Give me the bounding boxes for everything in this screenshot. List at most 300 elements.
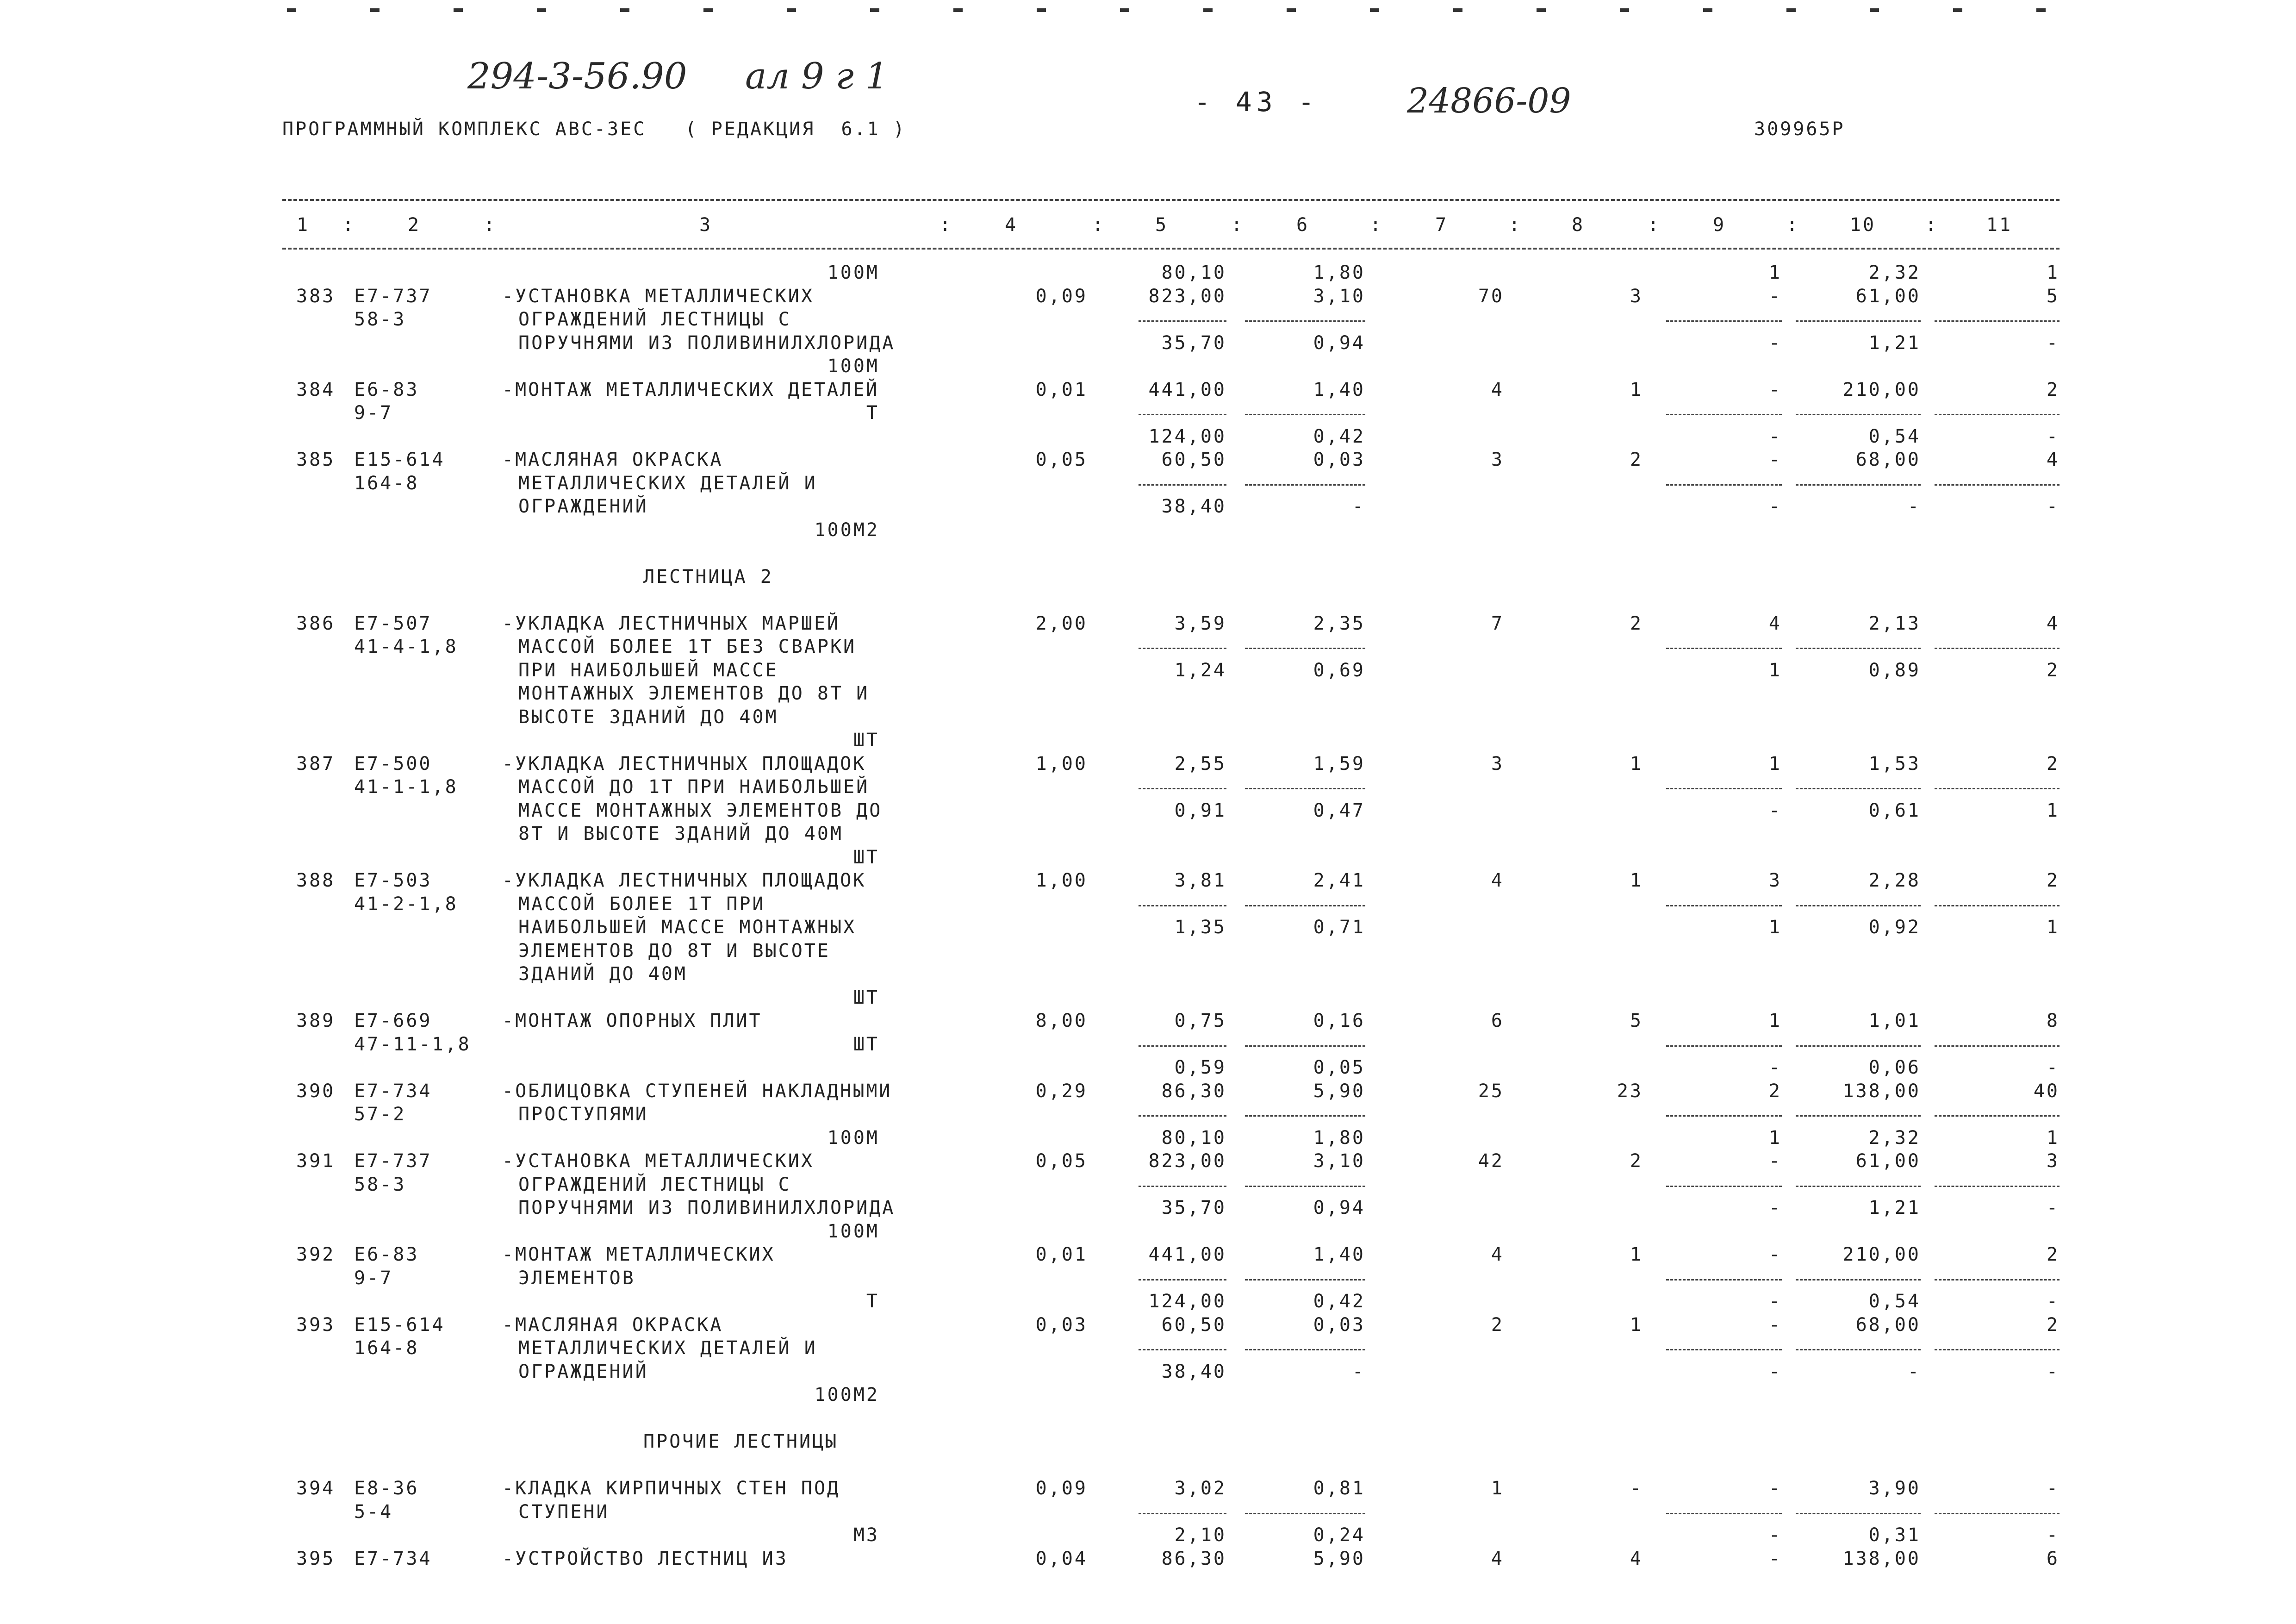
cell-c9: - bbox=[1768, 1548, 1782, 1569]
margin-mark bbox=[953, 8, 963, 12]
value-separator bbox=[1245, 320, 1365, 322]
cell-c10: 138,00 bbox=[1842, 1081, 1921, 1102]
cell-c5: 0,75 bbox=[1174, 1010, 1226, 1031]
cell-c8: 1 bbox=[1630, 870, 1643, 891]
rate-code: Е15-614 bbox=[354, 1314, 445, 1336]
cell-c9: 1 bbox=[1768, 1127, 1782, 1149]
column-separator: : bbox=[1092, 214, 1106, 236]
cell-c9: - bbox=[1768, 332, 1782, 354]
work-description: ПОРУЧНЯМИ ИЗ ПОЛИВИНИЛХЛОРИДА bbox=[518, 332, 896, 354]
value-separator bbox=[1796, 414, 1921, 415]
margin-mark bbox=[1037, 8, 1046, 12]
cell-c10: 1,21 bbox=[1868, 332, 1921, 354]
measure-unit: 100М bbox=[827, 356, 879, 377]
value-separator bbox=[1796, 1513, 1921, 1514]
value-separator bbox=[1139, 320, 1226, 322]
header-rule-top bbox=[282, 199, 2060, 201]
cell-c7: 4 bbox=[1491, 379, 1504, 400]
position-number: 394 bbox=[296, 1478, 336, 1499]
cell-c5: 2,10 bbox=[1174, 1524, 1226, 1546]
column-separator: : bbox=[1786, 214, 1800, 236]
value-separator bbox=[1139, 1349, 1226, 1350]
work-description: МОНТАЖНЫХ ЭЛЕМЕНТОВ ДО 8Т И bbox=[518, 683, 870, 704]
cell-c5: 441,00 bbox=[1148, 379, 1226, 400]
cell-c6: 0,47 bbox=[1313, 800, 1365, 821]
value-separator bbox=[1139, 484, 1226, 486]
cell-c9: 1 bbox=[1768, 1010, 1782, 1031]
cell-c5: 124,00 bbox=[1148, 1291, 1226, 1312]
cell-c7: 4 bbox=[1491, 1548, 1504, 1569]
cell-c6: 0,81 bbox=[1313, 1478, 1365, 1499]
cell-c4: 0,03 bbox=[1035, 1314, 1088, 1336]
cell-c6: 0,05 bbox=[1313, 1057, 1365, 1078]
value-separator bbox=[1796, 1349, 1921, 1350]
column-header-8: 8 bbox=[1571, 214, 1585, 236]
value-separator bbox=[1935, 905, 2060, 906]
cell-c9: - bbox=[1768, 1244, 1782, 1265]
value-separator bbox=[1666, 1349, 1782, 1350]
cell-c5: 38,40 bbox=[1161, 1361, 1226, 1382]
margin-mark bbox=[1786, 8, 1796, 12]
cell-c9: 2 bbox=[1768, 1081, 1782, 1102]
cell-c4: 2,00 bbox=[1035, 613, 1088, 634]
cell-c9: - bbox=[1768, 1478, 1782, 1499]
section-title: ПРОЧИЕ ЛЕСТНИЦЫ bbox=[643, 1431, 839, 1452]
cell-c11: - bbox=[2046, 496, 2060, 517]
cell-c7: 1 bbox=[1491, 1478, 1504, 1499]
margin-mark bbox=[1870, 8, 1879, 12]
margin-mark bbox=[454, 8, 463, 12]
cell-c9: - bbox=[1768, 1361, 1782, 1382]
cell-c11: - bbox=[2046, 1197, 2060, 1218]
cell-c5: 3,81 bbox=[1174, 870, 1226, 891]
cell-c4: 0,04 bbox=[1035, 1548, 1088, 1569]
value-separator bbox=[1796, 320, 1921, 322]
cell-c5: 80,10 bbox=[1161, 1127, 1226, 1149]
cell-c6: 1,59 bbox=[1313, 753, 1365, 775]
value-separator bbox=[1139, 414, 1226, 415]
margin-mark bbox=[787, 8, 796, 12]
value-separator bbox=[1666, 1279, 1782, 1280]
value-separator bbox=[1796, 484, 1921, 486]
measure-unit: ШТ bbox=[853, 1034, 879, 1055]
cell-c5: 3,59 bbox=[1174, 613, 1226, 634]
value-separator bbox=[1245, 1186, 1365, 1187]
column-header-11: 11 bbox=[1986, 214, 2013, 236]
value-separator bbox=[1935, 648, 2060, 649]
cell-c11: 6 bbox=[2046, 1548, 2060, 1569]
value-separator bbox=[1666, 1115, 1782, 1117]
cell-c6: 2,35 bbox=[1313, 613, 1365, 634]
value-separator bbox=[1935, 1115, 2060, 1117]
cell-c9: - bbox=[1768, 1197, 1782, 1218]
margin-mark bbox=[370, 8, 380, 12]
work-description: ВЫСОТЕ ЗДАНИЙ ДО 40М bbox=[518, 706, 778, 728]
work-description: МЕТАЛЛИЧЕСКИХ ДЕТАЛЕЙ И bbox=[518, 1337, 817, 1359]
cell-c11: 4 bbox=[2046, 449, 2060, 470]
position-number: 387 bbox=[296, 753, 336, 775]
cell-c4: 0,01 bbox=[1035, 379, 1088, 400]
cell-c6: 0,94 bbox=[1313, 1197, 1365, 1218]
cell-c8: 2 bbox=[1630, 1150, 1643, 1172]
rate-code: Е7-737 bbox=[354, 286, 432, 307]
work-description: ЭЛЕМЕНТОВ ДО 8Т И ВЫСОТЕ bbox=[518, 940, 830, 962]
cell-c10: 1,53 bbox=[1868, 753, 1921, 775]
cell-c6: - bbox=[1352, 496, 1365, 517]
page-number: - 43 - bbox=[1194, 86, 1319, 118]
cell-c11: 1 bbox=[2046, 917, 2060, 938]
cell-c6: 3,10 bbox=[1313, 286, 1365, 307]
measure-unit: Т bbox=[866, 402, 879, 424]
margin-mark bbox=[1120, 8, 1129, 12]
cell-c6: 0,03 bbox=[1313, 449, 1365, 470]
work-description: СТУПЕНИ bbox=[518, 1501, 610, 1523]
cell-c9: - bbox=[1768, 286, 1782, 307]
cell-c7: 3 bbox=[1491, 449, 1504, 470]
work-description: -УКЛАДКА ЛЕСТНИЧНЫХ МАРШЕЙ bbox=[502, 613, 840, 634]
work-description: -МАСЛЯНАЯ ОКРАСКА bbox=[502, 1314, 723, 1336]
rate-code: 41-1-1,8 bbox=[354, 776, 458, 798]
rate-code: Е15-614 bbox=[354, 449, 445, 470]
cell-c7: 42 bbox=[1478, 1150, 1504, 1172]
work-description: -КЛАДКА КИРПИЧНЫХ СТЕН ПОД bbox=[502, 1478, 840, 1499]
rate-code: Е7-500 bbox=[354, 753, 432, 775]
work-description: ОГРАЖДЕНИЙ ЛЕСТНИЦЫ С bbox=[518, 309, 791, 330]
cell-c8: 1 bbox=[1630, 1244, 1643, 1265]
measure-unit: Т bbox=[866, 1291, 879, 1312]
cell-c11: - bbox=[2046, 1478, 2060, 1499]
cell-c11: - bbox=[2046, 332, 2060, 354]
cell-c5: 2,55 bbox=[1174, 753, 1226, 775]
cell-c5: 0,91 bbox=[1174, 800, 1226, 821]
rate-code: 164-8 bbox=[354, 473, 419, 494]
value-separator bbox=[1935, 1513, 2060, 1514]
column-header-7: 7 bbox=[1435, 214, 1449, 236]
cell-c10: 0,61 bbox=[1868, 800, 1921, 821]
cell-c9: 1 bbox=[1768, 660, 1782, 681]
work-description: МАССЕ МОНТАЖНЫХ ЭЛЕМЕНТОВ ДО bbox=[518, 800, 883, 821]
work-description: ОГРАЖДЕНИЙ bbox=[518, 1361, 648, 1382]
work-description: -МАСЛЯНАЯ ОКРАСКА bbox=[502, 449, 723, 470]
work-description: -УСТРОЙСТВО ЛЕСТНИЦ ИЗ bbox=[502, 1548, 788, 1569]
value-separator bbox=[1796, 1279, 1921, 1280]
column-separator: : bbox=[940, 214, 953, 236]
margin-mark bbox=[1620, 8, 1629, 12]
cell-c10: 61,00 bbox=[1855, 1150, 1921, 1172]
rate-code: 58-3 bbox=[354, 309, 406, 330]
work-description: -УСТАНОВКА МЕТАЛЛИЧЕСКИХ bbox=[502, 1150, 814, 1172]
value-separator bbox=[1245, 905, 1365, 906]
value-separator bbox=[1245, 484, 1365, 486]
cell-c11: 1 bbox=[2046, 1127, 2060, 1149]
value-separator bbox=[1935, 414, 2060, 415]
section-title: ЛЕСТНИЦА 2 bbox=[643, 566, 773, 587]
cell-c10: 2,13 bbox=[1868, 613, 1921, 634]
work-description: -МОНТАЖ МЕТАЛЛИЧЕСКИХ ДЕТАЛЕЙ bbox=[502, 379, 879, 400]
rate-code: 58-3 bbox=[354, 1174, 406, 1195]
position-number: 393 bbox=[296, 1314, 336, 1336]
margin-mark bbox=[1287, 8, 1296, 12]
rate-code: 47-11-1,8 bbox=[354, 1034, 471, 1055]
value-separator bbox=[1666, 905, 1782, 906]
cell-c10: 61,00 bbox=[1855, 286, 1921, 307]
value-separator bbox=[1245, 788, 1365, 789]
cell-c6: 0,24 bbox=[1313, 1524, 1365, 1546]
cell-c6: 3,10 bbox=[1313, 1150, 1365, 1172]
value-separator bbox=[1245, 1349, 1365, 1350]
cell-c5: 60,50 bbox=[1161, 449, 1226, 470]
position-number: 391 bbox=[296, 1150, 336, 1172]
cell-c8: 2 bbox=[1630, 613, 1643, 634]
rate-code: Е7-734 bbox=[354, 1548, 432, 1569]
value-separator bbox=[1796, 1045, 1921, 1047]
column-separator: : bbox=[342, 214, 356, 236]
cell-c10: - bbox=[1907, 1361, 1921, 1382]
cell-c6: 0,42 bbox=[1313, 426, 1365, 447]
cell-c7: 4 bbox=[1491, 870, 1504, 891]
cell-c6: 0,69 bbox=[1313, 660, 1365, 681]
cell-c5: 823,00 bbox=[1148, 1150, 1226, 1172]
header-rule-bottom bbox=[282, 248, 2060, 250]
cell-c8: 4 bbox=[1630, 1548, 1643, 1569]
rate-code: Е7-737 bbox=[354, 1150, 432, 1172]
cell-c5: 86,30 bbox=[1161, 1081, 1226, 1102]
cell-c4: 1,00 bbox=[1035, 870, 1088, 891]
cell-c10: 0,92 bbox=[1868, 917, 1921, 938]
cell-c11: 2 bbox=[2046, 753, 2060, 775]
measure-unit: 100М bbox=[827, 262, 879, 283]
margin-mark bbox=[537, 8, 546, 12]
column-header-4: 4 bbox=[1004, 214, 1018, 236]
cell-c6: 1,40 bbox=[1313, 1244, 1365, 1265]
cell-c6: 0,42 bbox=[1313, 1291, 1365, 1312]
work-description: МАССОЙ БОЛЕЕ 1Т ПРИ bbox=[518, 893, 765, 915]
cell-c10: 0,54 bbox=[1868, 426, 1921, 447]
cell-c11: 1 bbox=[2046, 262, 2060, 283]
cell-c11: - bbox=[2046, 1291, 2060, 1312]
margin-mark bbox=[620, 8, 629, 12]
rate-code: 9-7 bbox=[354, 1268, 393, 1289]
measure-unit: ШТ bbox=[853, 987, 879, 1008]
value-separator bbox=[1935, 484, 2060, 486]
margin-mark bbox=[1537, 8, 1546, 12]
cell-c11: 2 bbox=[2046, 1314, 2060, 1336]
value-separator bbox=[1666, 1186, 1782, 1187]
value-separator bbox=[1666, 788, 1782, 789]
margin-mark bbox=[1370, 8, 1379, 12]
cell-c7: 25 bbox=[1478, 1081, 1504, 1102]
column-header-10: 10 bbox=[1849, 214, 1876, 236]
column-header-2: 2 bbox=[407, 214, 421, 236]
cell-c5: 823,00 bbox=[1148, 286, 1226, 307]
margin-mark bbox=[1203, 8, 1213, 12]
cell-c9: - bbox=[1768, 1291, 1782, 1312]
margin-mark bbox=[1453, 8, 1462, 12]
cell-c4: 0,29 bbox=[1035, 1081, 1088, 1102]
work-description: ПРИ НАИБОЛЬШЕЙ МАССЕ bbox=[518, 660, 778, 681]
value-separator bbox=[1935, 1045, 2060, 1047]
cell-c11: 2 bbox=[2046, 870, 2060, 891]
cell-c6: 2,41 bbox=[1313, 870, 1365, 891]
cell-c5: 3,02 bbox=[1174, 1478, 1226, 1499]
cell-c11: 2 bbox=[2046, 379, 2060, 400]
cell-c6: - bbox=[1352, 1361, 1365, 1382]
value-separator bbox=[1935, 1186, 2060, 1187]
value-separator bbox=[1139, 905, 1226, 906]
cell-c4: 0,09 bbox=[1035, 1478, 1088, 1499]
cell-c11: - bbox=[2046, 426, 2060, 447]
cell-c6: 0,94 bbox=[1313, 332, 1365, 354]
value-separator bbox=[1245, 1279, 1365, 1280]
work-description: ПОРУЧНЯМИ ИЗ ПОЛИВИНИЛХЛОРИДА bbox=[518, 1197, 896, 1218]
cell-c10: 0,89 bbox=[1868, 660, 1921, 681]
work-description: МАССОЙ БОЛЕЕ 1Т БЕЗ СВАРКИ bbox=[518, 636, 857, 657]
value-separator bbox=[1666, 648, 1782, 649]
cell-c9: 3 bbox=[1768, 870, 1782, 891]
position-number: 390 bbox=[296, 1081, 336, 1102]
cell-c10: 210,00 bbox=[1842, 1244, 1921, 1265]
cell-c11: - bbox=[2046, 1524, 2060, 1546]
cell-c10: 3,90 bbox=[1868, 1478, 1921, 1499]
cell-c4: 0,05 bbox=[1035, 449, 1088, 470]
cell-c8: 1 bbox=[1630, 379, 1643, 400]
work-description: -МОНТАЖ МЕТАЛЛИЧЕСКИХ bbox=[502, 1244, 775, 1265]
value-separator bbox=[1245, 1513, 1365, 1514]
cell-c7: 4 bbox=[1491, 1244, 1504, 1265]
cell-c7: 7 bbox=[1491, 613, 1504, 634]
cell-c9: - bbox=[1768, 1150, 1782, 1172]
cell-c6: 0,03 bbox=[1313, 1314, 1365, 1336]
value-separator bbox=[1666, 1513, 1782, 1514]
value-separator bbox=[1935, 320, 2060, 322]
work-description: МАССОЙ ДО 1Т ПРИ НАИБОЛЬШЕЙ bbox=[518, 776, 870, 798]
cell-c10: 2,28 bbox=[1868, 870, 1921, 891]
value-separator bbox=[1666, 1045, 1782, 1047]
value-separator bbox=[1796, 1186, 1921, 1187]
measure-unit: 100М bbox=[827, 1127, 879, 1149]
column-header-1: 1 bbox=[296, 214, 310, 236]
value-separator bbox=[1139, 648, 1226, 649]
cell-c9: - bbox=[1768, 379, 1782, 400]
cell-c10: 0,06 bbox=[1868, 1057, 1921, 1078]
value-separator bbox=[1796, 648, 1921, 649]
cell-c10: 0,31 bbox=[1868, 1524, 1921, 1546]
cell-c5: 35,70 bbox=[1161, 1197, 1226, 1218]
cell-c10: 0,54 bbox=[1868, 1291, 1921, 1312]
cell-c10: 1,21 bbox=[1868, 1197, 1921, 1218]
rate-code: 164-8 bbox=[354, 1337, 419, 1359]
rate-code: Е7-507 bbox=[354, 613, 432, 634]
work-description: ЭЛЕМЕНТОВ bbox=[518, 1268, 635, 1289]
program-title: ПРОГРАММНЫЙ КОМПЛЕКС АВС-3ЕС ( РЕДАКЦИЯ 6.1 ) bbox=[282, 119, 906, 140]
cell-c11: 1 bbox=[2046, 800, 2060, 821]
cell-c6: 1,80 bbox=[1313, 262, 1365, 283]
value-separator bbox=[1139, 788, 1226, 789]
value-separator bbox=[1935, 1279, 2060, 1280]
cell-c7: 3 bbox=[1491, 753, 1504, 775]
cell-c6: 5,90 bbox=[1313, 1081, 1365, 1102]
cell-c10: 2,32 bbox=[1868, 1127, 1921, 1149]
column-header-3: 3 bbox=[699, 214, 713, 236]
value-separator bbox=[1666, 414, 1782, 415]
rate-code: Е6-83 bbox=[354, 1244, 419, 1265]
value-separator bbox=[1139, 1186, 1226, 1187]
cell-c10: 2,32 bbox=[1868, 262, 1921, 283]
column-header-6: 6 bbox=[1296, 214, 1310, 236]
value-separator bbox=[1796, 788, 1921, 789]
value-separator bbox=[1666, 320, 1782, 322]
column-separator: : bbox=[1648, 214, 1661, 236]
cell-c8: - bbox=[1630, 1478, 1643, 1499]
rate-code: 9-7 bbox=[354, 402, 393, 424]
value-separator bbox=[1139, 1045, 1226, 1047]
cell-c6: 1,40 bbox=[1313, 379, 1365, 400]
work-description: МЕТАЛЛИЧЕСКИХ ДЕТАЛЕЙ И bbox=[518, 473, 817, 494]
cell-c9: 1 bbox=[1768, 753, 1782, 775]
position-number: 389 bbox=[296, 1010, 336, 1031]
cell-c9: - bbox=[1768, 1524, 1782, 1546]
cell-c6: 0,16 bbox=[1313, 1010, 1365, 1031]
cell-c11: 8 bbox=[2046, 1010, 2060, 1031]
measure-unit: ШТ bbox=[853, 847, 879, 868]
cell-c4: 0,09 bbox=[1035, 286, 1088, 307]
value-separator bbox=[1935, 788, 2060, 789]
work-description: -ОБЛИЦОВКА СТУПЕНЕЙ НАКЛАДНЫМИ bbox=[502, 1081, 892, 1102]
cell-c9: - bbox=[1768, 1057, 1782, 1078]
cell-c10: 1,01 bbox=[1868, 1010, 1921, 1031]
cell-c10: 68,00 bbox=[1855, 1314, 1921, 1336]
cell-c11: - bbox=[2046, 1057, 2060, 1078]
value-separator bbox=[1796, 1115, 1921, 1117]
cell-c5: 60,50 bbox=[1161, 1314, 1226, 1336]
value-separator bbox=[1139, 1513, 1226, 1514]
work-description: ОГРАЖДЕНИЙ ЛЕСТНИЦЫ С bbox=[518, 1174, 791, 1195]
rate-code: Е8-36 bbox=[354, 1478, 419, 1499]
cell-c6: 0,71 bbox=[1313, 917, 1365, 938]
cell-c11: 5 bbox=[2046, 286, 2060, 307]
cell-c7: 6 bbox=[1491, 1010, 1504, 1031]
cell-c9: 1 bbox=[1768, 262, 1782, 283]
cell-c9: - bbox=[1768, 1314, 1782, 1336]
value-separator bbox=[1139, 1115, 1226, 1117]
cell-c10: 68,00 bbox=[1855, 449, 1921, 470]
position-number: 385 bbox=[296, 449, 336, 470]
cell-c5: 38,40 bbox=[1161, 496, 1226, 517]
work-description: -УКЛАДКА ЛЕСТНИЧНЫХ ПЛОЩАДОК bbox=[502, 870, 866, 891]
position-number: 386 bbox=[296, 613, 336, 634]
handwritten-doc-number: 24866-09 bbox=[1407, 81, 1571, 121]
rate-code: 5-4 bbox=[354, 1501, 393, 1523]
work-description: ЗДАНИЙ ДО 40М bbox=[518, 963, 688, 985]
rate-code: Е7-669 bbox=[354, 1010, 432, 1031]
cell-c4: 1,00 bbox=[1035, 753, 1088, 775]
cell-c11: 4 bbox=[2046, 613, 2060, 634]
value-separator bbox=[1245, 414, 1365, 415]
cell-c5: 1,35 bbox=[1174, 917, 1226, 938]
cell-c11: 40 bbox=[2033, 1081, 2060, 1102]
cell-c4: 8,00 bbox=[1035, 1010, 1088, 1031]
cell-c11: 2 bbox=[2046, 660, 2060, 681]
document-code: 309965Р bbox=[1754, 119, 1845, 140]
cell-c11: 3 bbox=[2046, 1150, 2060, 1172]
position-number: 395 bbox=[296, 1548, 336, 1569]
cell-c11: 2 bbox=[2046, 1244, 2060, 1265]
cell-c5: 86,30 bbox=[1161, 1548, 1226, 1569]
column-header-5: 5 bbox=[1155, 214, 1169, 236]
handwritten-album: ал 9 г 1 bbox=[745, 56, 889, 97]
column-separator: : bbox=[1231, 214, 1244, 236]
cell-c8: 1 bbox=[1630, 753, 1643, 775]
